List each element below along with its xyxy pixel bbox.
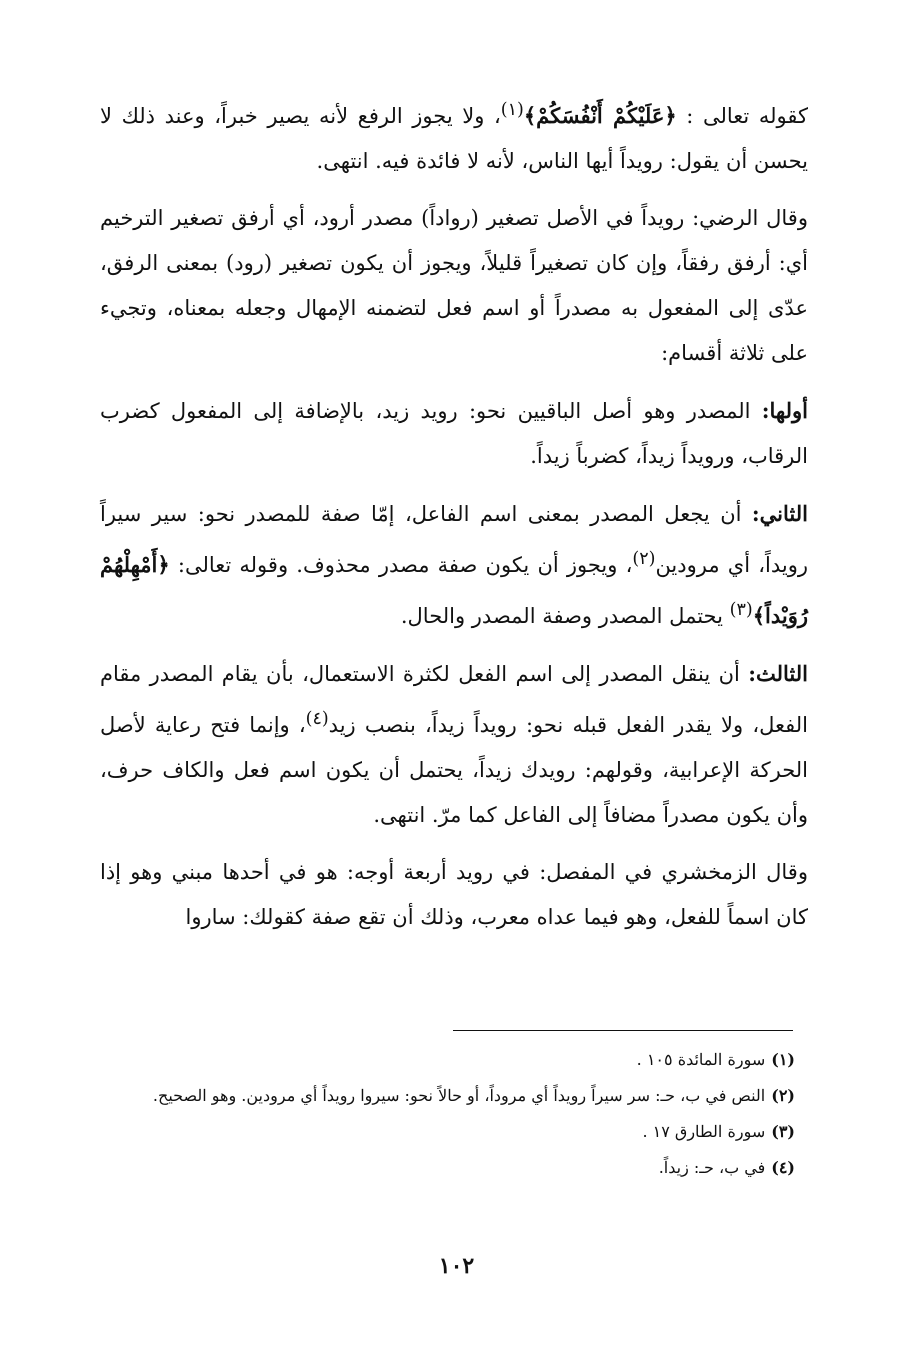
footnote-4 xyxy=(105,1153,795,1183)
footnote-3 xyxy=(105,1117,795,1147)
paragraph-6 xyxy=(100,850,808,940)
footnote-ref-3[interactable]: (٣) xyxy=(729,600,753,620)
footnote-number: (٤) xyxy=(771,1158,795,1177)
footnote-text: النص في ب، حـ: سر سيراً رويداً أي مروداً، أو حالاً نحو: سيروا رويداً أي مرودين. وهو الصحيح. xyxy=(152,1086,766,1105)
footnote-ref-1[interactable]: (١) xyxy=(500,100,524,120)
paragraph-2-text: وقال الرضي: رويداً في الأصل تصغير (رواداً) مصدر أرود، أي أرفق تصغير الترخيم أي: أرفق رفقاً، وإن كان تصغيراً قليلاً، ويجوز أن يكون تصغير (رود) بمعنى الرفق، عدّى إلى المفعول به مصدراً أو اسم فعل لتضمنه الإمهال وجعله بمعناه، وتجيء على ثلاثة أقسام: xyxy=(100,206,808,365)
paragraph-6-text: وقال الزمخشري في المفصل: في رويد أربعة أوجه: هو في أحدها مبني وهو إذا كان اسماً للفعل، وهو فيما عداه معرب، وذلك أن تقع صفة كقولك: ساروا xyxy=(100,860,808,929)
paragraph-3 xyxy=(100,388,808,479)
footnote-1 xyxy=(105,1045,795,1075)
paragraph-1-text-before: كقوله تعالى : xyxy=(676,104,808,128)
footnote-divider xyxy=(453,1030,793,1031)
section-heading-third: الثالث: xyxy=(748,661,808,686)
footnote-text: سورة المائدة ١٠٥ . xyxy=(636,1050,766,1069)
page-number: ١٠٢ xyxy=(438,1253,475,1279)
quran-verse-2: ﴿أَمْهِلْهُمْ رُوَيْداً﴾ xyxy=(100,552,808,628)
paragraph-4-text-a: أن يجعل المصدر بمعنى اسم الفاعل، إمّا صفة للمصدر نحو: سير سيراً رويداً، أي مرودين xyxy=(100,502,808,577)
quran-verse-1: ﴿عَلَيْكُمْ أَنْفُسَكُمْ﴾ xyxy=(523,103,677,128)
footnote-ref-2[interactable]: (٢) xyxy=(632,549,656,569)
paragraph-5-text-a: أن ينقل المصدر إلى اسم الفعل لكثرة الاستعمال، بأن يقام المصدر مقام الفعل، ولا يقدر الفعل قبله نحو: رويداً زيداً، بنصب زيد xyxy=(100,662,808,737)
paragraph-4 xyxy=(100,491,808,639)
footnote-number: (٣) xyxy=(771,1122,795,1141)
paragraph-5-text-b: ، وإنما فتح رعاية لأصل الحركة الإعرابية، وقولهم: رويدك زيداً، يحتمل أن يكون اسم فعل والكاف حرف، وأن يكون مصدراً مضافاً إلى الفاعل كما مرّ. انتهى. xyxy=(100,713,808,827)
paragraph-2 xyxy=(100,196,808,376)
paragraph-5 xyxy=(100,651,808,838)
footnote-2 xyxy=(105,1081,795,1111)
footnote-number: (٢) xyxy=(771,1086,795,1105)
paragraph-1-text-after: ، ولا يجوز الرفع لأنه يصير خبراً، وعند ذلك لا يحسن أن يقول: رويداً أيها الناس، لأنه لا فائدة فيه. انتهى. xyxy=(100,104,808,173)
footnotes xyxy=(105,1045,795,1189)
paragraph-3-text: المصدر وهو أصل الباقيين نحو: رويد زيد، بالإضافة إلى المفعول كضرب الرقاب، ورويداً زيداً، كضرباً زيداً. xyxy=(100,399,808,468)
paragraph-1 xyxy=(100,88,808,184)
paragraph-4-text-b: ، ويجوز أن يكون صفة مصدر محذوف. وقوله تعالى: xyxy=(169,553,633,577)
footnote-text: سورة الطارق ١٧ . xyxy=(642,1122,766,1141)
footnote-text: في ب، حـ: زيداً. xyxy=(658,1158,766,1177)
section-heading-first: أولها: xyxy=(761,398,808,423)
main-text xyxy=(100,88,808,952)
section-heading-second: الثاني: xyxy=(751,501,808,526)
paragraph-4-text-c: يحتمل المصدر وصفة المصدر والحال. xyxy=(400,604,730,628)
footnote-number: (١) xyxy=(771,1050,795,1069)
footnote-ref-4[interactable]: (٤) xyxy=(305,709,329,729)
